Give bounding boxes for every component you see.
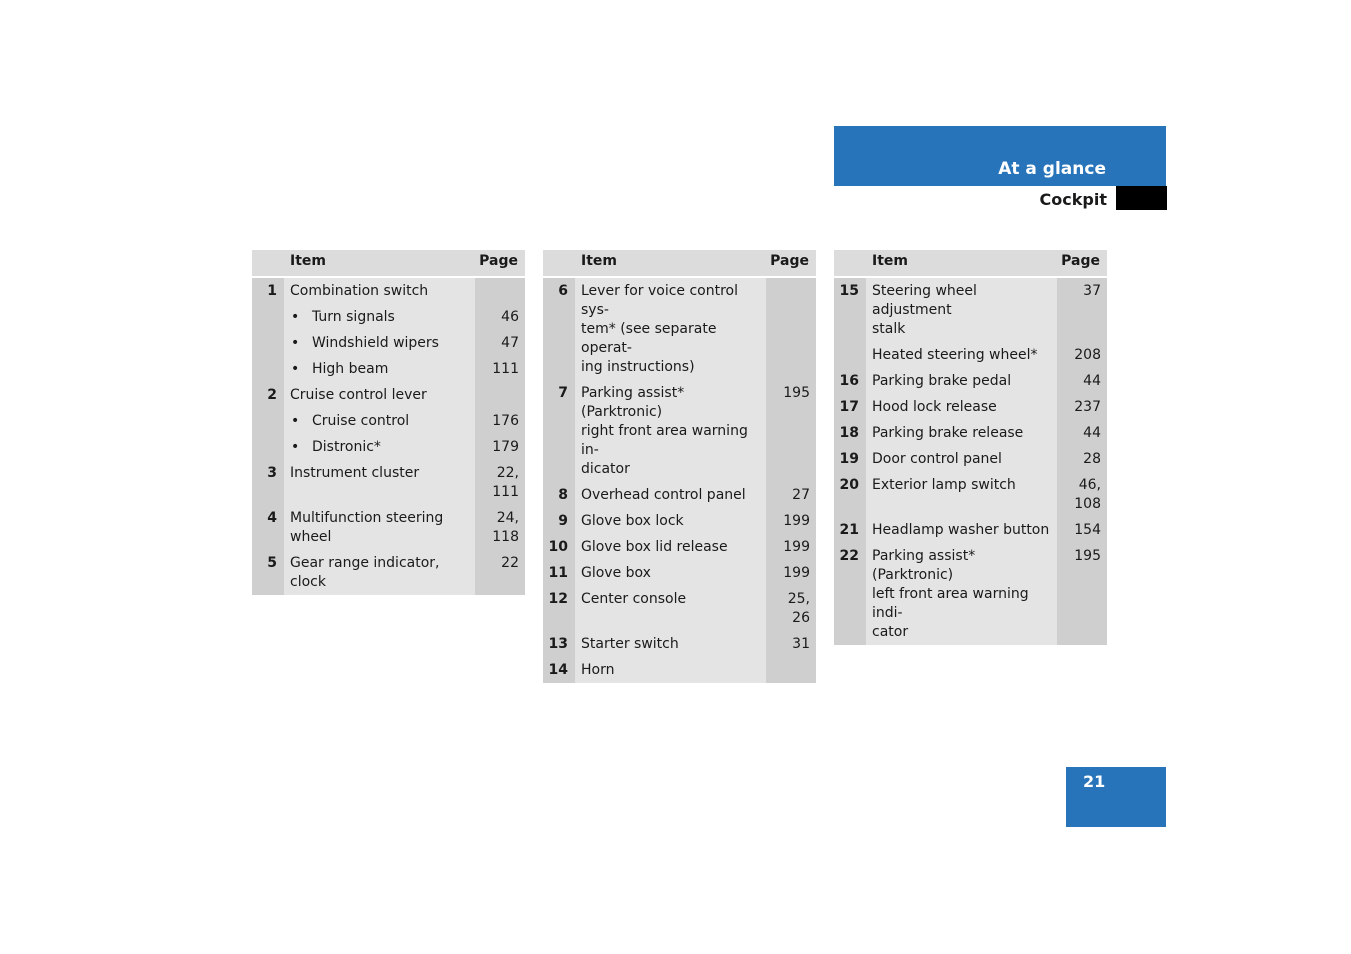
- item-label: Instrument cluster: [284, 460, 475, 505]
- table-row: [252, 356, 525, 382]
- subsection-marker: [1116, 186, 1167, 210]
- item-label: Steering wheel adjustment stalk: [866, 277, 1057, 342]
- header-number-cell: [834, 250, 866, 277]
- item-label: Glove box lock: [575, 508, 766, 534]
- item-number: [252, 356, 284, 382]
- table-row: [834, 420, 1107, 446]
- page-reference: [766, 277, 816, 380]
- page-number: 21: [1083, 772, 1106, 791]
- table-row: [252, 434, 525, 460]
- page-reference: 22, 111: [475, 460, 525, 505]
- item-label: Heated steering wheel*: [866, 342, 1057, 368]
- item-number: [252, 434, 284, 460]
- item-number: 22: [834, 543, 866, 645]
- item-label: Horn: [575, 657, 766, 683]
- table-row: [252, 460, 525, 505]
- page-reference: 111: [475, 356, 525, 382]
- page-reference: 195: [766, 380, 816, 482]
- page-reference: 47: [475, 330, 525, 356]
- header-item-label: Item: [575, 250, 766, 277]
- bullet-item-label: • Windshield wipers: [284, 330, 475, 356]
- page-reference: [475, 382, 525, 408]
- table-row: [252, 330, 525, 356]
- page-reference: 22: [475, 550, 525, 595]
- item-number: 21: [834, 517, 866, 543]
- page-reference: 46, 108: [1057, 472, 1107, 517]
- item-number: 1: [252, 277, 284, 304]
- item-label: Cruise control lever: [284, 382, 475, 408]
- item-label: Combination switch: [284, 277, 475, 304]
- table-row: [252, 382, 525, 408]
- item-number: [252, 330, 284, 356]
- page-reference: 176: [475, 408, 525, 434]
- table-row: [834, 342, 1107, 368]
- item-number: 6: [543, 277, 575, 380]
- header-page-label: Page: [1057, 250, 1107, 277]
- table-row: [252, 505, 525, 550]
- page-reference: 46: [475, 304, 525, 330]
- item-label: Glove box lid release: [575, 534, 766, 560]
- header-number-cell: [252, 250, 284, 277]
- page-tab: [1066, 767, 1166, 827]
- subsection-title: Cockpit: [1039, 190, 1107, 209]
- page-reference: 199: [766, 508, 816, 534]
- item-label: Parking assist* (Parktronic) right front area warning in- dicator: [575, 380, 766, 482]
- item-label: Hood lock release: [866, 394, 1057, 420]
- table-header-row: [834, 250, 1107, 277]
- table-row: [834, 394, 1107, 420]
- table-row: [543, 586, 816, 631]
- table-row: [834, 517, 1107, 543]
- table-row: [543, 277, 816, 380]
- item-label: Gear range indicator, clock: [284, 550, 475, 595]
- item-number: 12: [543, 586, 575, 631]
- table-header-row: [543, 250, 816, 277]
- header-page-label: Page: [766, 250, 816, 277]
- item-number: 3: [252, 460, 284, 505]
- page-reference: 27: [766, 482, 816, 508]
- page-reference: [475, 277, 525, 304]
- table-row: [543, 380, 816, 482]
- table-row: [834, 368, 1107, 394]
- table-row: [834, 446, 1107, 472]
- section-title: At a glance: [998, 159, 1106, 179]
- page-reference: 195: [1057, 543, 1107, 645]
- header-page-label: Page: [475, 250, 525, 277]
- item-label: Parking assist* (Parktronic) left front area warning indi- cator: [866, 543, 1057, 645]
- page-reference: 31: [766, 631, 816, 657]
- table-row: [543, 657, 816, 683]
- bullet-item-label: • High beam: [284, 356, 475, 382]
- item-number: 19: [834, 446, 866, 472]
- item-number: [252, 408, 284, 434]
- section-header-band: [834, 126, 1166, 186]
- item-label: Glove box: [575, 560, 766, 586]
- table-row: [543, 508, 816, 534]
- page-reference: 44: [1057, 420, 1107, 446]
- item-number: 7: [543, 380, 575, 482]
- table-header-row: [252, 250, 525, 277]
- item-number: 9: [543, 508, 575, 534]
- item-number: 2: [252, 382, 284, 408]
- item-number: 17: [834, 394, 866, 420]
- table-row: [834, 277, 1107, 342]
- item-number: 4: [252, 505, 284, 550]
- page-reference: 154: [1057, 517, 1107, 543]
- table-row: [543, 482, 816, 508]
- page-reference: 44: [1057, 368, 1107, 394]
- table-row: [252, 304, 525, 330]
- header-number-cell: [543, 250, 575, 277]
- item-number: 18: [834, 420, 866, 446]
- table-row: [543, 534, 816, 560]
- item-number: 20: [834, 472, 866, 517]
- table-row: [252, 277, 525, 304]
- page-reference: 199: [766, 560, 816, 586]
- item-number: 5: [252, 550, 284, 595]
- item-number: 16: [834, 368, 866, 394]
- item-number: [252, 304, 284, 330]
- item-label: Center console: [575, 586, 766, 631]
- header-item-label: Item: [284, 250, 475, 277]
- item-label: Exterior lamp switch: [866, 472, 1057, 517]
- item-number: 8: [543, 482, 575, 508]
- table-row: [834, 472, 1107, 517]
- bullet-item-label: • Turn signals: [284, 304, 475, 330]
- table-row: [834, 543, 1107, 645]
- table-row: [252, 408, 525, 434]
- bullet-item-label: • Cruise control: [284, 408, 475, 434]
- item-label: Door control panel: [866, 446, 1057, 472]
- item-label: Parking brake release: [866, 420, 1057, 446]
- page-reference: 25, 26: [766, 586, 816, 631]
- page-reference: [766, 657, 816, 683]
- header-item-label: Item: [866, 250, 1057, 277]
- cockpit-table-2: [543, 250, 816, 683]
- page-reference: 28: [1057, 446, 1107, 472]
- table-row: [543, 631, 816, 657]
- item-number: 11: [543, 560, 575, 586]
- page-reference: 208: [1057, 342, 1107, 368]
- item-number: 14: [543, 657, 575, 683]
- page-reference: 37: [1057, 277, 1107, 342]
- table-row: [252, 550, 525, 595]
- page-reference: 237: [1057, 394, 1107, 420]
- cockpit-table-1: [252, 250, 525, 595]
- item-label: Overhead control panel: [575, 482, 766, 508]
- item-label: Starter switch: [575, 631, 766, 657]
- table-row: [543, 560, 816, 586]
- bullet-item-label: • Distronic*: [284, 434, 475, 460]
- item-label: Multifunction steering wheel: [284, 505, 475, 550]
- item-number: 15: [834, 277, 866, 342]
- item-number: 13: [543, 631, 575, 657]
- item-label: Lever for voice control sys- tem* (see separate operat- ing instructions): [575, 277, 766, 380]
- item-number: 10: [543, 534, 575, 560]
- item-label: Parking brake pedal: [866, 368, 1057, 394]
- cockpit-table-3: [834, 250, 1107, 645]
- page-reference: 24, 118: [475, 505, 525, 550]
- item-number: [834, 342, 866, 368]
- page-reference: 179: [475, 434, 525, 460]
- page-reference: 199: [766, 534, 816, 560]
- item-label: Headlamp washer button: [866, 517, 1057, 543]
